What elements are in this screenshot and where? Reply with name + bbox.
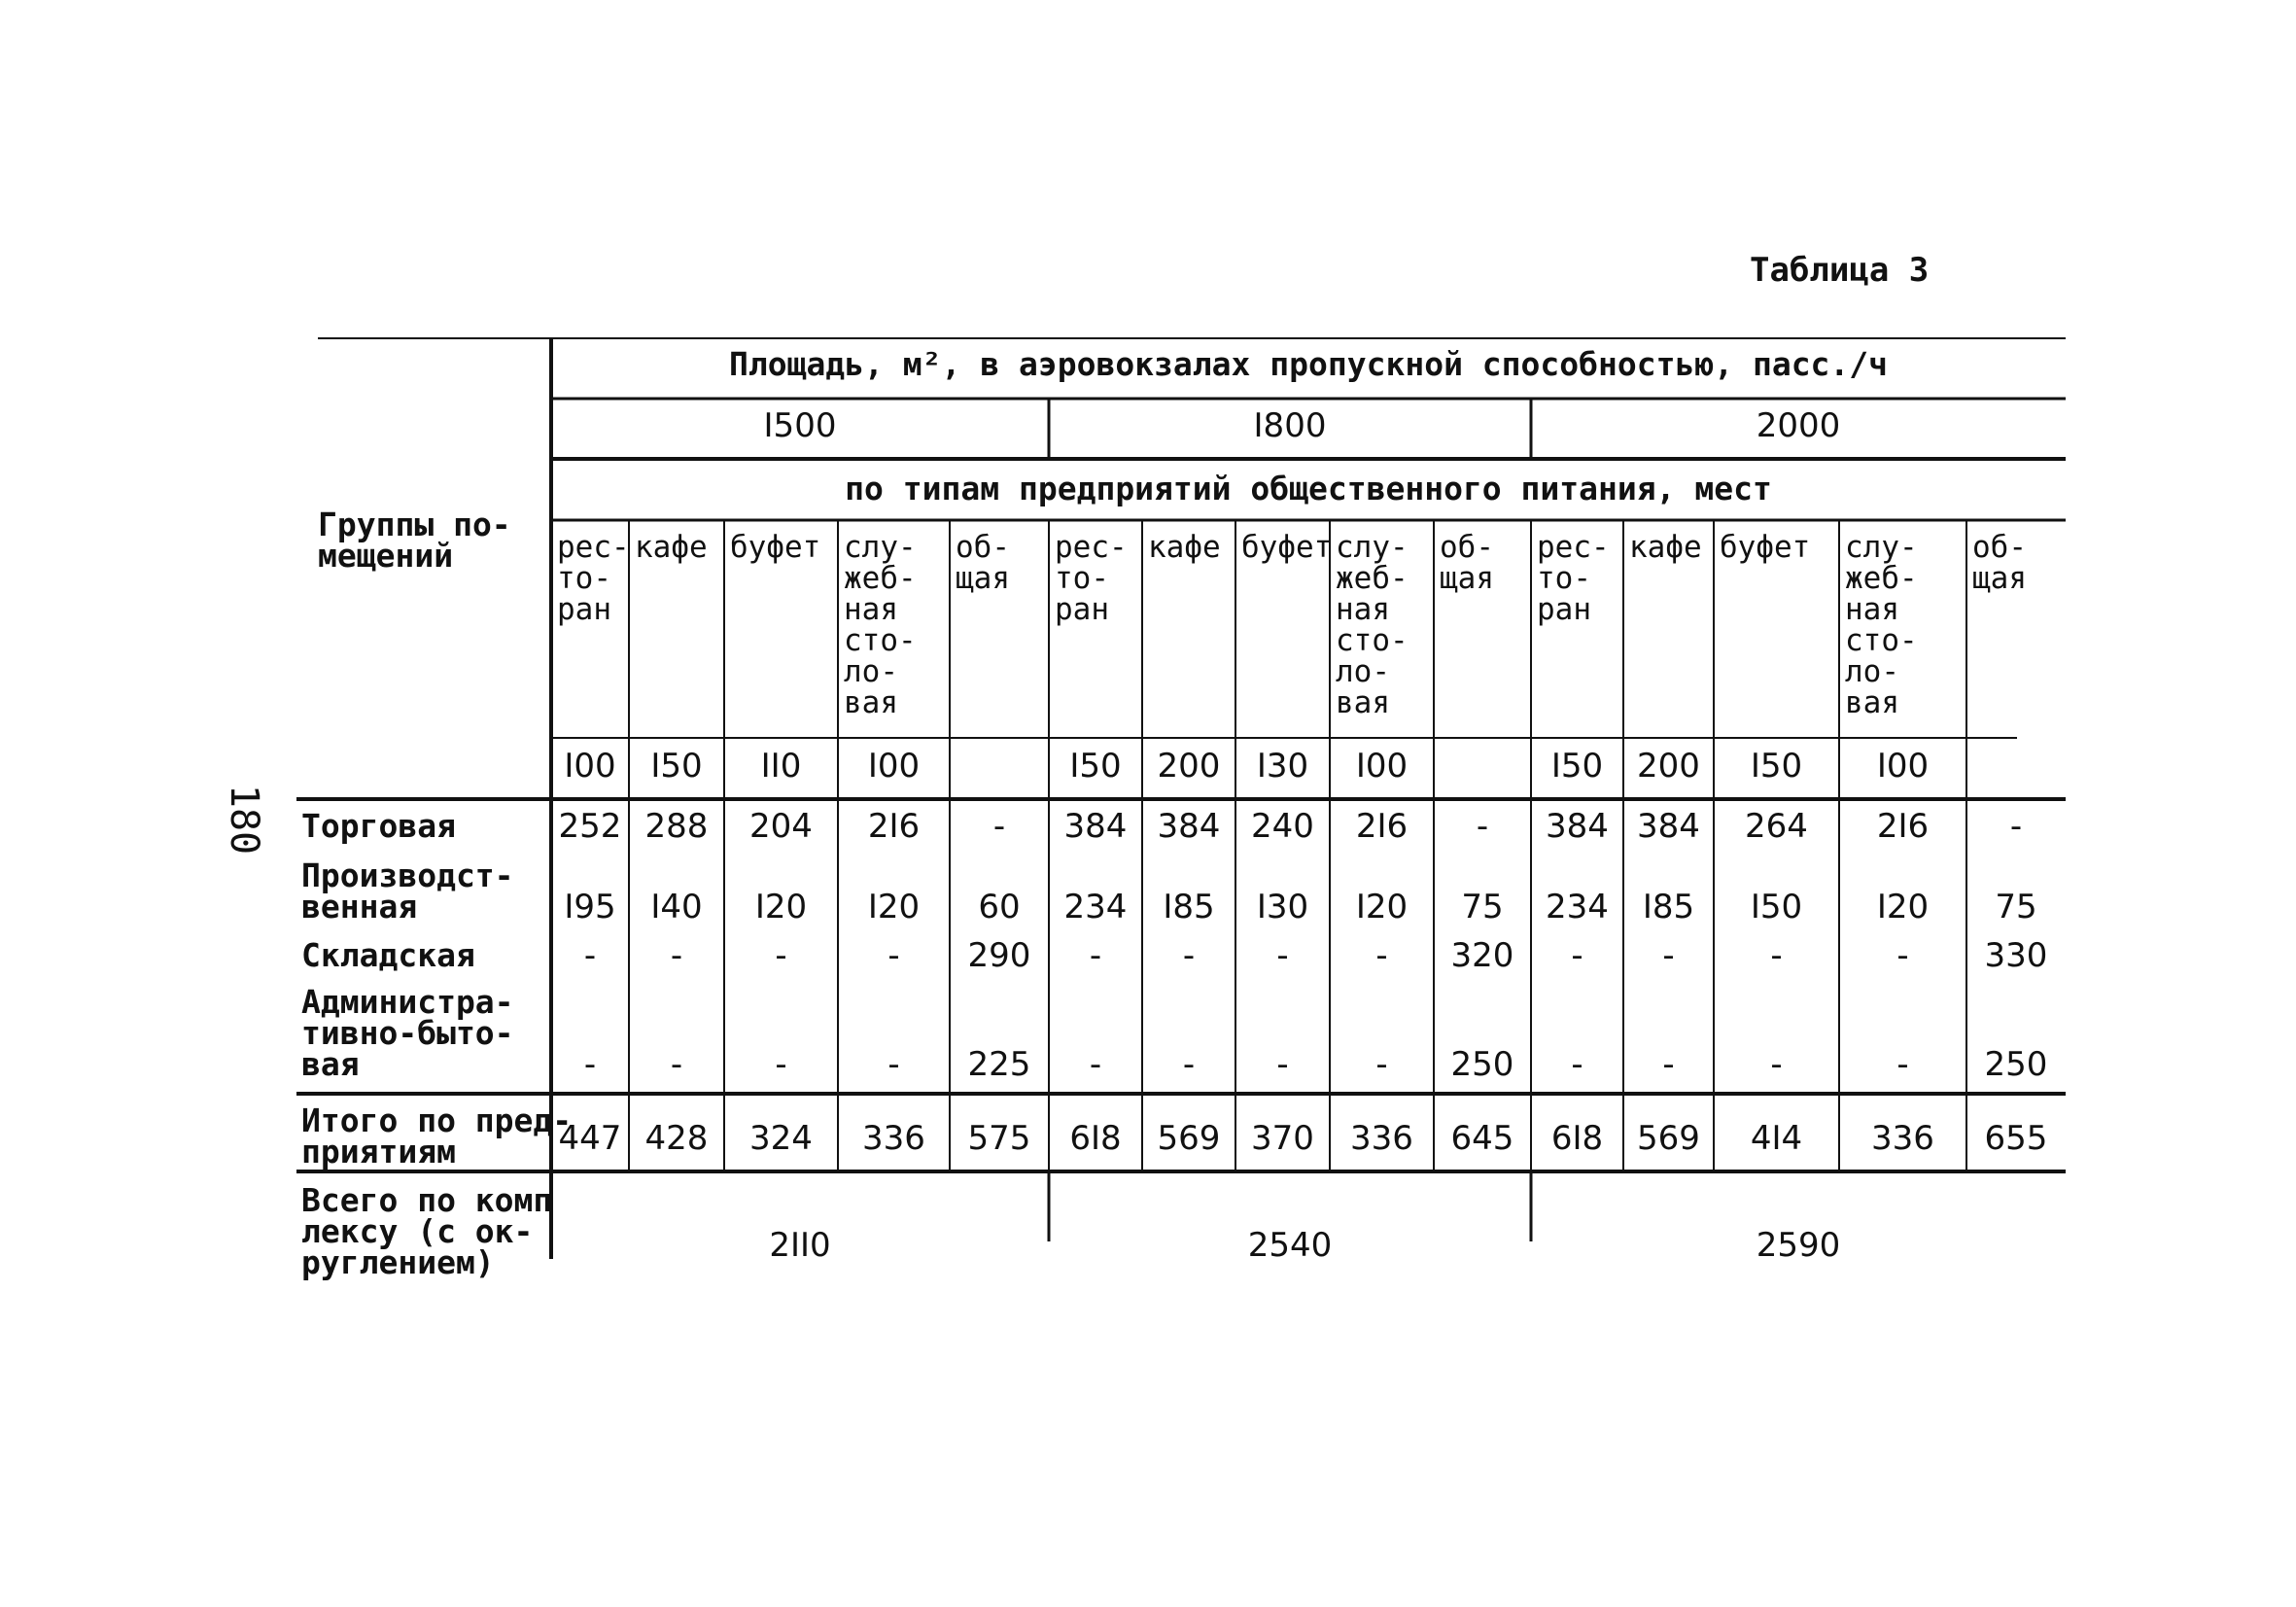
- table-cell: I20: [754, 888, 808, 926]
- subheader: по типам предприятий общественного питания, мест: [845, 470, 1772, 507]
- table-cell: -: [1770, 936, 1783, 975]
- seats-cell: I00: [564, 747, 616, 786]
- table-cell: -: [1375, 936, 1388, 975]
- table-cell: -: [1662, 1045, 1675, 1084]
- table-cell: -: [583, 1045, 597, 1084]
- table-cell: -: [775, 936, 787, 975]
- table-cell: I85: [1163, 888, 1215, 926]
- table-cell: 75: [1995, 888, 2037, 926]
- grand-total-cell: 2540: [1247, 1226, 1333, 1265]
- type-column-header: рес- то- ран: [557, 530, 630, 627]
- capacity-heading: I800: [1253, 406, 1327, 445]
- table-cell: 234: [1546, 888, 1609, 926]
- table-cell: 2I6: [1355, 807, 1409, 846]
- type-column-header: об- щая: [1440, 530, 1494, 596]
- table-cell: 2I6: [867, 807, 921, 846]
- seats-cell: I30: [1256, 747, 1309, 786]
- table-cell: 252: [558, 807, 622, 846]
- total-cell: 6I8: [1550, 1119, 1604, 1158]
- table-cell: 384: [1546, 807, 1609, 846]
- seats-cell: 200: [1157, 747, 1221, 786]
- total-cell: 645: [1450, 1119, 1514, 1158]
- table-cell: 288: [644, 807, 709, 846]
- data-table: [296, 337, 2066, 1281]
- capacity-heading: 2000: [1756, 406, 1841, 445]
- table-cell: -: [887, 936, 900, 975]
- type-column-header: слу- жеб- ная сто- ло- вая: [1845, 530, 1918, 720]
- type-column-header: слу- жеб- ная сто- ло- вая: [1336, 530, 1409, 720]
- table-cell: -: [1182, 936, 1196, 975]
- table-cell: -: [775, 1045, 787, 1084]
- type-column-header: рес- то- ран: [1537, 530, 1610, 627]
- type-column-header: буфет: [1720, 530, 1811, 565]
- type-column-header: кафе: [635, 530, 708, 565]
- table-cell: I30: [1256, 888, 1309, 926]
- table-cell: -: [670, 1045, 683, 1084]
- table-cell: 60: [978, 888, 1021, 926]
- row-label: Администра- тивно-быто- вая: [301, 983, 514, 1083]
- type-column-header: слу- жеб- ная сто- ло- вая: [844, 530, 917, 720]
- table-cell: I95: [564, 888, 616, 926]
- table-cell: I20: [1355, 888, 1409, 926]
- table-cell: -: [1571, 936, 1583, 975]
- total-cell: 4I4: [1750, 1119, 1803, 1158]
- table-cell: 204: [749, 807, 813, 846]
- type-column-header: кафе: [1148, 530, 1221, 565]
- total-cell: 324: [749, 1119, 813, 1158]
- table-cell: 2I6: [1876, 807, 1930, 846]
- row-label: Торговая: [301, 807, 456, 845]
- total-cell: 428: [644, 1119, 709, 1158]
- table-cell: 250: [1984, 1045, 2048, 1084]
- table-caption: Таблица 3: [1750, 251, 1930, 290]
- total-cell: 655: [1984, 1119, 2048, 1158]
- table-cell: -: [1770, 1045, 1783, 1084]
- total-cell: 336: [1350, 1119, 1413, 1158]
- seats-cell: I50: [1069, 747, 1122, 786]
- table-cell: 240: [1251, 807, 1314, 846]
- table-cell: -: [1089, 936, 1102, 975]
- table-cell: -: [670, 936, 683, 975]
- total-row-label: Итого по пред- приятиям: [301, 1101, 573, 1170]
- table-cell: 75: [1461, 888, 1504, 926]
- table-cell: -: [1276, 936, 1289, 975]
- page-number: 180: [222, 784, 267, 856]
- type-column-header: кафе: [1629, 530, 1702, 565]
- seats-cell: II0: [760, 747, 802, 786]
- table-cell: -: [1089, 1045, 1102, 1084]
- table-cell: -: [1571, 1045, 1583, 1084]
- seats-cell: I00: [867, 747, 921, 786]
- grand-total-label: Всего по комп лексу (с ок- руглением): [301, 1181, 553, 1281]
- seats-cell: I00: [1876, 747, 1930, 786]
- row-header: Группы по- мещений: [318, 506, 511, 575]
- type-column-header: рес- то- ран: [1055, 530, 1128, 627]
- table-cell: 250: [1450, 1045, 1514, 1084]
- table-cell: -: [1896, 1045, 1909, 1084]
- table-cell: 384: [1637, 807, 1700, 846]
- table-cell: 384: [1157, 807, 1221, 846]
- table-cell: -: [1896, 936, 1909, 975]
- row-label: Складская: [301, 936, 475, 974]
- total-cell: 575: [967, 1119, 1031, 1158]
- total-cell: 336: [1871, 1119, 1934, 1158]
- table-cell: I85: [1642, 888, 1695, 926]
- table-cell: -: [1476, 807, 1489, 846]
- total-cell: 569: [1157, 1119, 1221, 1158]
- total-cell: 336: [862, 1119, 925, 1158]
- table-cell: -: [992, 807, 1006, 846]
- total-cell: 447: [558, 1119, 622, 1158]
- type-column-header: об- щая: [956, 530, 1010, 596]
- table-cell: -: [1662, 936, 1675, 975]
- table-cell: -: [1182, 1045, 1196, 1084]
- grand-total-cell: 2590: [1756, 1226, 1841, 1265]
- seats-cell: I00: [1355, 747, 1409, 786]
- total-cell: 569: [1637, 1119, 1700, 1158]
- table-cell: -: [1276, 1045, 1289, 1084]
- row-label: Производст- венная: [301, 856, 514, 926]
- total-cell: 6I8: [1069, 1119, 1122, 1158]
- table-cell: 290: [967, 936, 1031, 975]
- table-cell: -: [1375, 1045, 1388, 1084]
- table-cell: I50: [1750, 888, 1803, 926]
- table-cell: 330: [1984, 936, 2048, 975]
- table-cell: I20: [867, 888, 921, 926]
- table-cell: 234: [1063, 888, 1128, 926]
- type-column-header: буфет: [730, 530, 821, 565]
- header-title: Площадь, м², в аэровокзалах пропускной способностью, пасс./ч: [728, 345, 1889, 383]
- table-cell: I20: [1876, 888, 1930, 926]
- table-cell: -: [583, 936, 597, 975]
- capacity-heading: I500: [763, 406, 837, 445]
- table-cell: 225: [967, 1045, 1031, 1084]
- type-column-header: об- щая: [1972, 530, 2027, 596]
- table-cell: -: [2009, 807, 2023, 846]
- table-cell: 264: [1745, 807, 1808, 846]
- type-column-header: буфет: [1241, 530, 1333, 565]
- seats-cell: I50: [1550, 747, 1604, 786]
- table-cell: -: [887, 1045, 900, 1084]
- table-cell: 384: [1063, 807, 1128, 846]
- grand-total-cell: 2II0: [769, 1226, 831, 1265]
- seats-cell: I50: [1750, 747, 1803, 786]
- table-cell: 320: [1450, 936, 1514, 975]
- seats-cell: I50: [650, 747, 703, 786]
- total-cell: 370: [1251, 1119, 1314, 1158]
- table-cell: I40: [650, 888, 703, 926]
- seats-cell: 200: [1637, 747, 1700, 786]
